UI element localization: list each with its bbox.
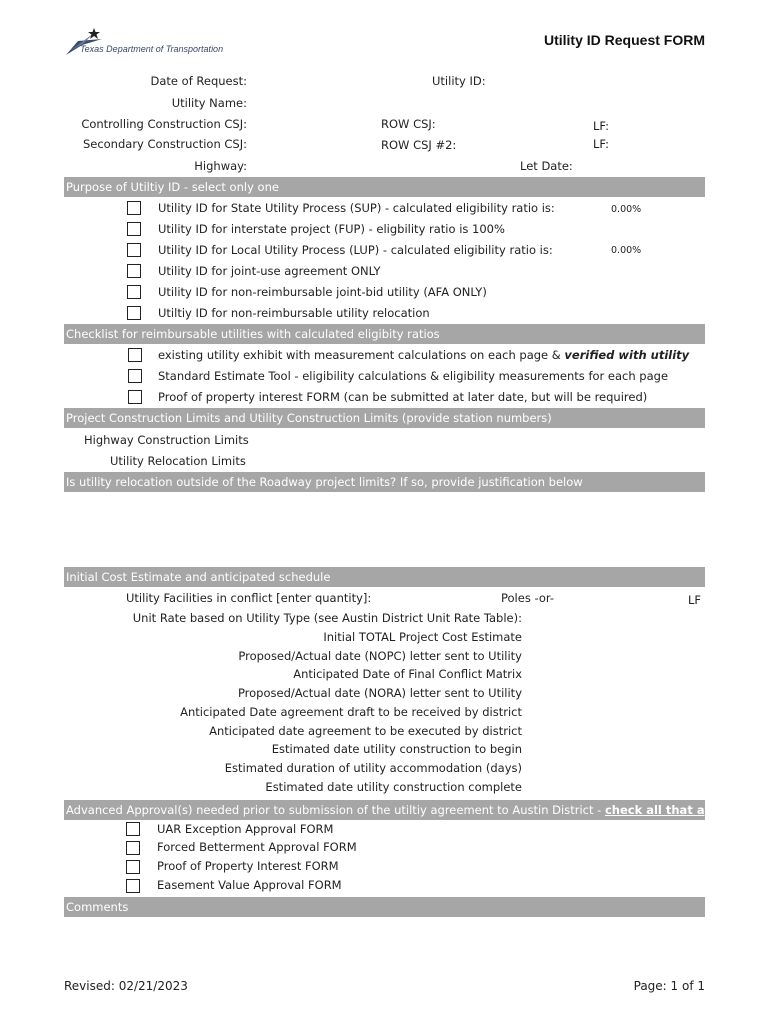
advanced-option-proof-property: Proof of Property Interest FORM [157,859,339,873]
nopc-date-label: Proposed/Actual date (NOPC) letter sent to Utility [238,649,522,663]
nora-date-label: Proposed/Actual date (NORA) letter sent to Utility [237,686,522,700]
purpose-option-joint-use: Utility ID for joint-use agreement ONLY [158,264,381,278]
total-cost-estimate-label: Initial TOTAL Project Cost Estimate [323,630,522,644]
checklist-checkbox-proof-property[interactable] [128,390,142,404]
purpose-checkbox-sup[interactable] [127,201,141,215]
controlling-csj-label: Controlling Construction CSJ: [81,117,247,131]
org-name: Texas Department of Transportation [80,44,224,54]
advanced-checkbox-proof-property[interactable] [126,860,140,874]
date-of-request-label: Date of Request: [150,74,247,88]
purpose-option-sup: Utility ID for State Utility Process (SUP) - calculated eligibility ratio is: [158,201,555,215]
checklist-item-estimate-tool: Standard Estimate Tool - eligibility calculations & eligibility measurements for each page [158,369,669,383]
justification-area[interactable] [64,492,705,566]
advanced-option-forced-betterment: Forced Betterment Approval FORM [157,840,357,854]
purpose-checkbox-non-reimbursable[interactable] [127,306,141,320]
let-date-label: Let Date: [520,159,573,173]
advanced-checkbox-uar[interactable] [126,822,140,836]
page-number: Page: 1 of 1 [633,979,705,993]
conflict-matrix-date-label: Anticipated Date of Final Conflict Matrix [293,667,522,681]
limits-section-header: Project Construction Limits and Utility Construction Limits (provide station numbers) [64,408,705,428]
purpose-option-fup: Utility ID for interstate project (FUP) - eligbility ratio is 100% [158,222,505,236]
advanced-checkbox-easement[interactable] [126,879,140,893]
comments-section-header: Comments [64,897,705,917]
advanced-checkbox-forced-betterment[interactable] [126,841,140,855]
cost-section-header: Initial Cost Estimate and anticipated schedule [64,567,705,587]
row-csj-2-label: ROW CSJ #2: [381,138,457,152]
highway-construction-limits-label: Highway Construction Limits [84,433,249,447]
check-all-that-apply: check all that apply [604,803,733,817]
checklist-item-exhibit-text: existing utility exhibit with measurement calculations on each page & [158,348,565,362]
sup-ratio-value: 0.00% [611,204,642,215]
utility-relocation-limits-label: Utility Relocation Limits [110,454,246,468]
purpose-section-header: Purpose of Utiltiy ID - select only one [64,177,705,197]
checklist-section-header: Checklist for reimbursable utilities with calculated eligibity ratios [64,324,705,344]
lf-unit-label: LF [688,593,702,607]
checklist-item-proof-property: Proof of property interest FORM (can be submitted at later date, but will be required) [158,390,648,404]
construction-complete-date-label: Estimated date utility construction complete [265,780,522,794]
advanced-option-easement: Easement Value Approval FORM [157,878,342,892]
highway-label: Highway: [194,159,247,173]
revised-date: Revised: 02/21/2023 [64,979,188,993]
agreement-executed-date-label: Anticipated date agreement to be executed by district [209,724,522,738]
row-csj-label: ROW CSJ: [381,117,436,131]
outside-limits-section-header: Is utility relocation outside of the Roadway project limits? If so, provide justification below [64,472,705,492]
lf-label-2: LF: [593,137,610,151]
checklist-item-exhibit-emphasis: verified with utility [564,348,690,362]
lf-label-1: LF: [593,119,610,133]
facilities-in-conflict-label: Utility Facilities in conflict [enter quantity]: [126,591,372,605]
txdot-logo [64,27,234,57]
lup-ratio-value: 0.00% [611,245,642,256]
secondary-csj-label: Secondary Construction CSJ: [82,137,247,151]
purpose-checkbox-fup[interactable] [127,222,141,236]
purpose-checkbox-joint-bid[interactable] [127,285,141,299]
purpose-option-non-reimbursable: Utiltiy ID for non-reimbursable utility relocation [158,306,430,320]
advanced-option-uar: UAR Exception Approval FORM [157,822,334,836]
utility-name-label: Utility Name: [171,96,247,110]
construction-begin-date-label: Estimated date utility construction to begin [271,742,522,756]
purpose-checkbox-joint-use[interactable] [127,264,141,278]
unit-rate-label: Unit Rate based on Utility Type (see Austin District Unit Rate Table): [132,611,522,625]
purpose-option-joint-bid: Utility ID for non-reimbursable joint-bid utility (AFA ONLY) [158,285,487,299]
checklist-checkbox-exhibit[interactable] [128,348,142,362]
advanced-approvals-section-header [64,800,733,820]
advanced-approvals-heading-text: Advanced Approval(s) needed prior to submission of the utiltiy agreement to Austin District - [66,803,605,817]
poles-label: Poles -or- [501,591,555,605]
accommodation-duration-label: Estimated duration of utility accommodation (days) [224,761,522,775]
checklist-item-exhibit [158,348,689,362]
agreement-draft-date-label: Anticipated Date agreement draft to be received by district [180,705,522,719]
purpose-option-lup: Utility ID for Local Utility Process (LUP) - calculated eligibility ratio is: [158,243,553,257]
checklist-checkbox-estimate-tool[interactable] [128,369,142,383]
form-title: Utility ID Request FORM [543,32,705,48]
purpose-checkbox-lup[interactable] [127,243,141,257]
utility-id-label: Utility ID: [432,74,486,88]
